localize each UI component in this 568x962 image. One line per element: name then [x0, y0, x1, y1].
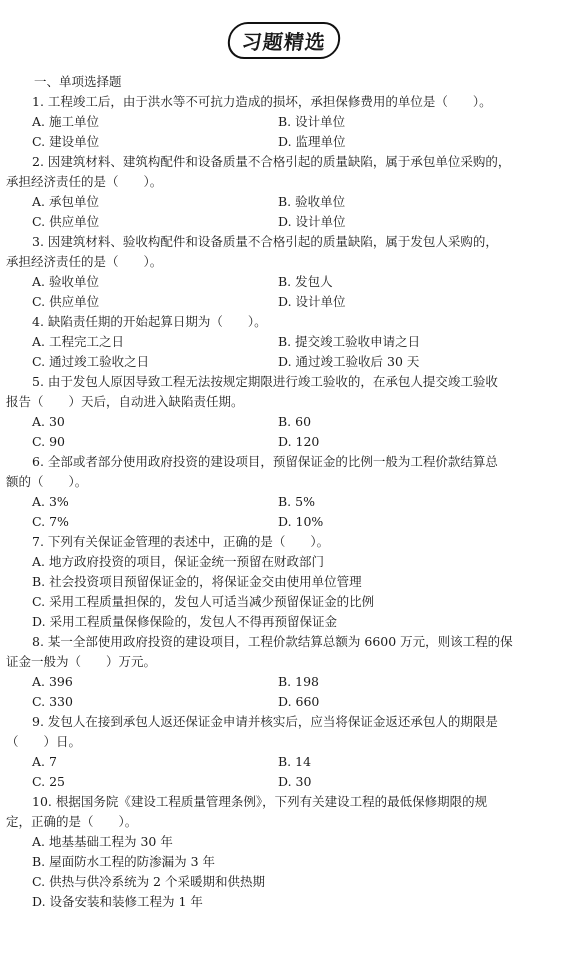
option-row	[0, 412, 568, 432]
option-row	[0, 272, 568, 292]
title-area	[0, 22, 568, 59]
option-d: D. 监理单位	[278, 134, 346, 149]
option-a: A. 承包单位	[32, 194, 99, 209]
question-stem: 10. 根据国务院《建设工程质量管理条例》，下列有关建设工程的最低保修期限的规	[32, 794, 488, 809]
option-row	[0, 832, 568, 852]
option-a: A. 施工单位	[32, 114, 99, 129]
option-row	[0, 512, 568, 532]
option-b: B. 14	[278, 754, 312, 769]
question-stem: 8. 某一全部使用政府投资的建设项目，工程价款结算总额为 6600 万元，则该工程的保	[32, 634, 513, 649]
option-d: D. 设计单位	[278, 294, 346, 309]
section-heading: 一、单项选择题	[34, 74, 122, 89]
option-a: A. 验收单位	[32, 274, 99, 289]
option-c: C. 90	[32, 434, 65, 449]
option-b: B. 屋面防水工程的防渗漏为 3 年	[32, 854, 216, 869]
option-c: C. 通过竣工验收之日	[32, 354, 150, 369]
option-d: D. 设备安装和装修工程为 1 年	[32, 894, 203, 909]
option-a: A. 地基基础工程为 30 年	[32, 834, 173, 849]
option-row	[0, 612, 568, 632]
option-b: B. 5%	[278, 494, 315, 509]
option-row	[0, 492, 568, 512]
question-stem: 9. 发包人在接到承包人返还保证金申请并核实后，应当将保证金返还承包人的期限是	[32, 714, 498, 729]
option-c: C. 供热与供冷系统为 2 个采暖期和供热期	[32, 874, 265, 889]
option-row	[0, 692, 568, 712]
option-row	[0, 772, 568, 792]
option-a: A. 工程完工之日	[32, 334, 124, 349]
option-a: A. 396	[32, 674, 73, 689]
option-row	[0, 132, 568, 152]
question-stem: 3. 因建筑材料、验收构配件和设备质量不合格引起的质量缺陷，属于发包人采购的，	[32, 234, 498, 249]
page-title: 习题精选	[226, 22, 342, 59]
option-d: D. 设计单位	[278, 214, 346, 229]
option-d: D. 采用工程质量保修保险的，发包人不得再预留保证金	[32, 614, 338, 629]
option-row	[0, 592, 568, 612]
question-stem-continuation: 定，正确的是（ ）。	[6, 814, 138, 829]
question-stem: 5. 由于发包人原因导致工程无法按规定期限进行竣工验收的，在承包人提交竣工验收	[32, 374, 498, 389]
option-row	[0, 112, 568, 132]
option-b: B. 198	[278, 674, 319, 689]
option-b: B. 60	[278, 414, 312, 429]
question-stem: 4. 缺陷责任期的开始起算日期为（ ）。	[32, 314, 267, 329]
option-b: B. 验收单位	[278, 194, 346, 209]
question-stem: 6. 全部或者部分使用政府投资的建设项目，预留保证金的比例一般为工程价款结算总	[32, 454, 498, 469]
option-row	[0, 872, 568, 892]
option-c: C. 330	[32, 694, 73, 709]
option-b: B. 社会投资项目预留保证金的，将保证金交由使用单位管理	[32, 574, 362, 589]
question-stem: 2. 因建筑材料、建筑构配件和设备质量不合格引起的质量缺陷，属于承包单位采购的，	[32, 154, 511, 169]
option-row	[0, 292, 568, 312]
question-stem: 1. 工程竣工后，由于洪水等不可抗力造成的损坏，承担保修费用的单位是（ ）。	[32, 94, 492, 109]
option-row	[0, 432, 568, 452]
question-stem-continuation: 额的（ ）。	[6, 474, 88, 489]
option-row	[0, 752, 568, 772]
option-row	[0, 852, 568, 872]
option-a: A. 地方政府投资的项目，保证金统一预留在财政部门	[32, 554, 324, 569]
option-c: C. 25	[32, 774, 65, 789]
option-c: C. 供应单位	[32, 294, 100, 309]
question-stem-continuation: 承担经济责任的是（ ）。	[6, 254, 163, 269]
option-d: D. 通过竣工验收后 30 天	[278, 354, 420, 369]
option-d: D. 30	[278, 774, 312, 789]
option-a: A. 3%	[32, 494, 69, 509]
option-row	[0, 212, 568, 232]
option-row	[0, 332, 568, 352]
option-row	[0, 892, 568, 912]
option-c: C. 7%	[32, 514, 69, 529]
option-c: C. 建设单位	[32, 134, 100, 149]
option-d: D. 660	[278, 694, 320, 709]
option-c: C. 供应单位	[32, 214, 100, 229]
option-row	[0, 572, 568, 592]
option-a: A. 30	[32, 414, 65, 429]
option-b: B. 设计单位	[278, 114, 346, 129]
question-stem-continuation: 承担经济责任的是（ ）。	[6, 174, 163, 189]
option-row	[0, 192, 568, 212]
question-stem-continuation: 报告（ ）天后，自动进入缺陷责任期。	[6, 394, 244, 409]
option-c: C. 采用工程质量担保的，发包人可适当减少预留保证金的比例	[32, 594, 375, 609]
option-row	[0, 552, 568, 572]
question-stem-continuation: 证金一般为（ ）万元。	[6, 654, 157, 669]
option-d: D. 120	[278, 434, 320, 449]
option-row	[0, 672, 568, 692]
option-a: A. 7	[32, 754, 57, 769]
option-row	[0, 352, 568, 372]
option-d: D. 10%	[278, 514, 324, 529]
question-stem: 7. 下列有关保证金管理的表述中，正确的是（ ）。	[32, 534, 330, 549]
option-b: B. 提交竣工验收申请之日	[278, 334, 421, 349]
question-list	[0, 72, 568, 912]
option-b: B. 发包人	[278, 274, 333, 289]
question-stem-continuation: （ ）日。	[6, 734, 82, 749]
